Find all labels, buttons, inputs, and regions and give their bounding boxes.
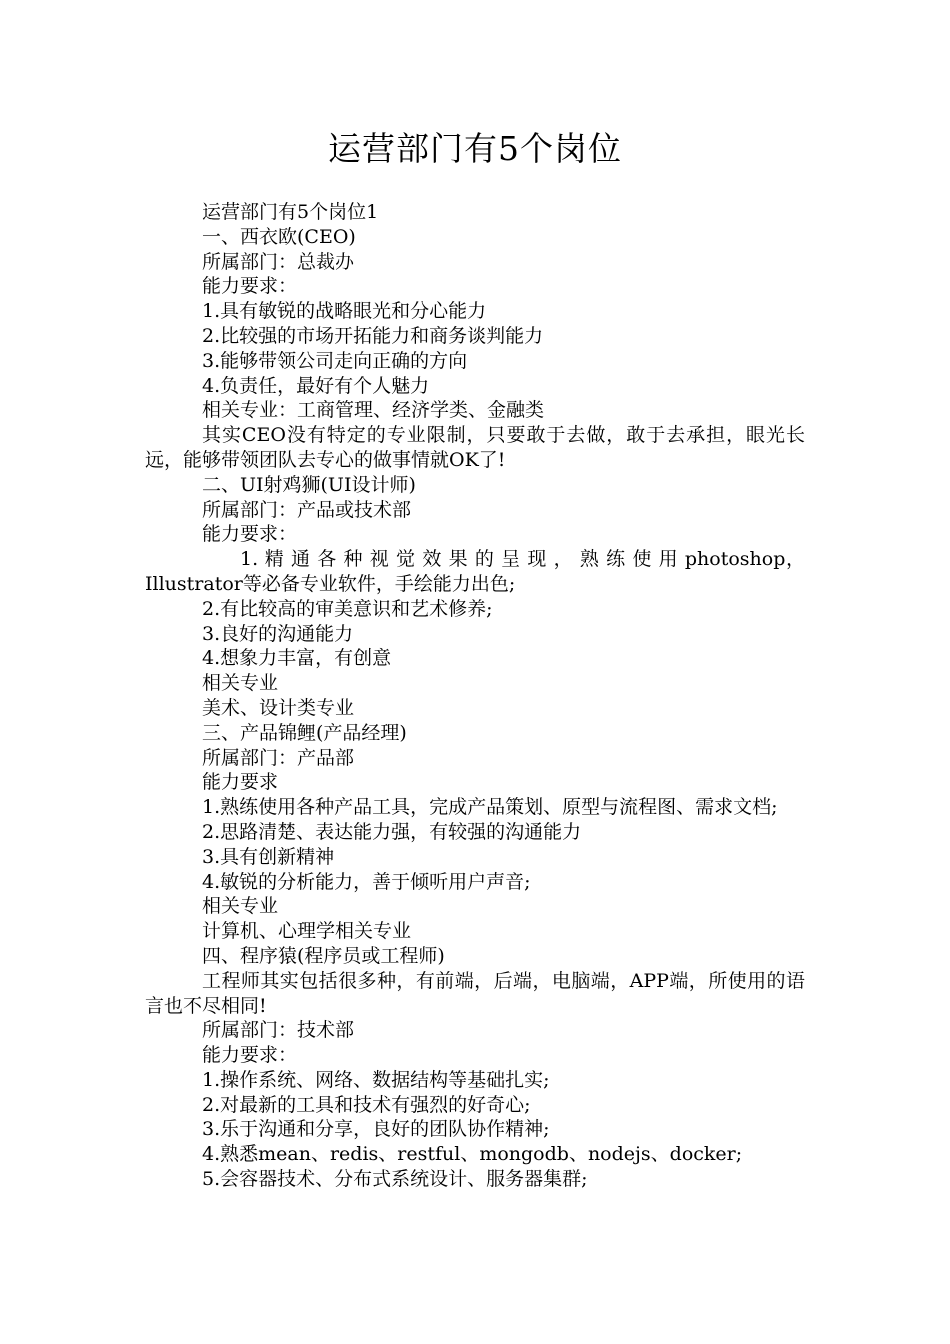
list-item: 1.操作系统、网络、数据结构等基础扎实; xyxy=(202,1068,550,1091)
list-item: 4.熟悉mean、redis、restful、mongodb、nodejs、docker; xyxy=(202,1143,743,1166)
list-item: 2.思路清楚、表达能力强，有较强的沟通能力 xyxy=(202,820,582,843)
list-item: 1. 精 通 各 种 视 觉 效 果 的 呈 现 ， 熟 练 使 用 photoshop，Illustrator等必备专业软件，手绘能力出色; xyxy=(145,548,805,595)
list-item: 2.对最新的工具和技术有强烈的好奇心; xyxy=(202,1093,531,1116)
section-heading: 四、程序猿(程序员或工程师) xyxy=(202,944,445,967)
list-item: 3.能够带领公司走向正确的方向 xyxy=(202,349,468,372)
paragraph: 其实CEO没有特定的专业限制，只要敢于去做，敢于去承担，眼光长远，能够带领团队去专心的做事情就OK了! xyxy=(145,424,805,471)
list-item: 1.熟练使用各种产品工具，完成产品策划、原型与流程图、需求文档; xyxy=(202,796,778,819)
paragraph: 计算机、心理学相关专业 xyxy=(202,920,412,943)
section-heading: 二、UI射鸡狮(UI设计师) xyxy=(202,473,416,496)
section-heading: 一、西衣欧(CEO) xyxy=(202,225,356,248)
list-item: 5.会容器技术、分布式系统设计、服务器集群; xyxy=(202,1168,588,1191)
list-item: 3.良好的沟通能力 xyxy=(202,622,354,645)
list-item: 4.负责任，最好有个人魅力 xyxy=(202,374,430,397)
paragraph: 相关专业：工商管理、经济学类、金融类 xyxy=(202,399,545,422)
paragraph: 运营部门有5个岗位1 xyxy=(202,201,379,223)
paragraph: 所属部门：技术部 xyxy=(202,1019,355,1042)
list-item: 1.具有敏锐的战略眼光和分心能力 xyxy=(202,300,487,323)
list-item: 2.有比较高的审美意识和艺术修养; xyxy=(202,597,493,620)
section-heading: 三、产品锦鲤(产品经理) xyxy=(202,721,407,744)
paragraph: 相关专业 xyxy=(202,895,279,918)
paragraph: 能力要求： xyxy=(202,275,298,298)
list-item: 4.想象力丰富，有创意 xyxy=(202,647,392,670)
list-item: 4.敏锐的分析能力，善于倾听用户声音; xyxy=(202,870,531,893)
paragraph: 工程师其实包括很多种，有前端，后端，电脑端，APP端，所使用的语言也不尽相同! xyxy=(145,969,805,1017)
paragraph: 所属部门：总裁办 xyxy=(202,250,355,273)
list-item: 2.比较强的市场开拓能力和商务谈判能力 xyxy=(202,324,544,347)
paragraph: 相关专业 xyxy=(202,672,279,695)
paragraph: 所属部门：产品部 xyxy=(202,746,355,769)
paragraph: 能力要求： xyxy=(202,523,298,546)
paragraph: 能力要求 xyxy=(202,771,279,794)
list-item: 3.具有创新精神 xyxy=(202,845,335,868)
paragraph: 能力要求： xyxy=(202,1044,298,1067)
paragraph: 美术、设计类专业 xyxy=(202,696,355,719)
document-title: 运营部门有5个岗位 xyxy=(328,129,622,168)
paragraph: 所属部门：产品或技术部 xyxy=(202,498,412,521)
document-body xyxy=(145,200,805,1192)
list-item: 3.乐于沟通和分享，良好的团队协作精神; xyxy=(202,1118,550,1141)
